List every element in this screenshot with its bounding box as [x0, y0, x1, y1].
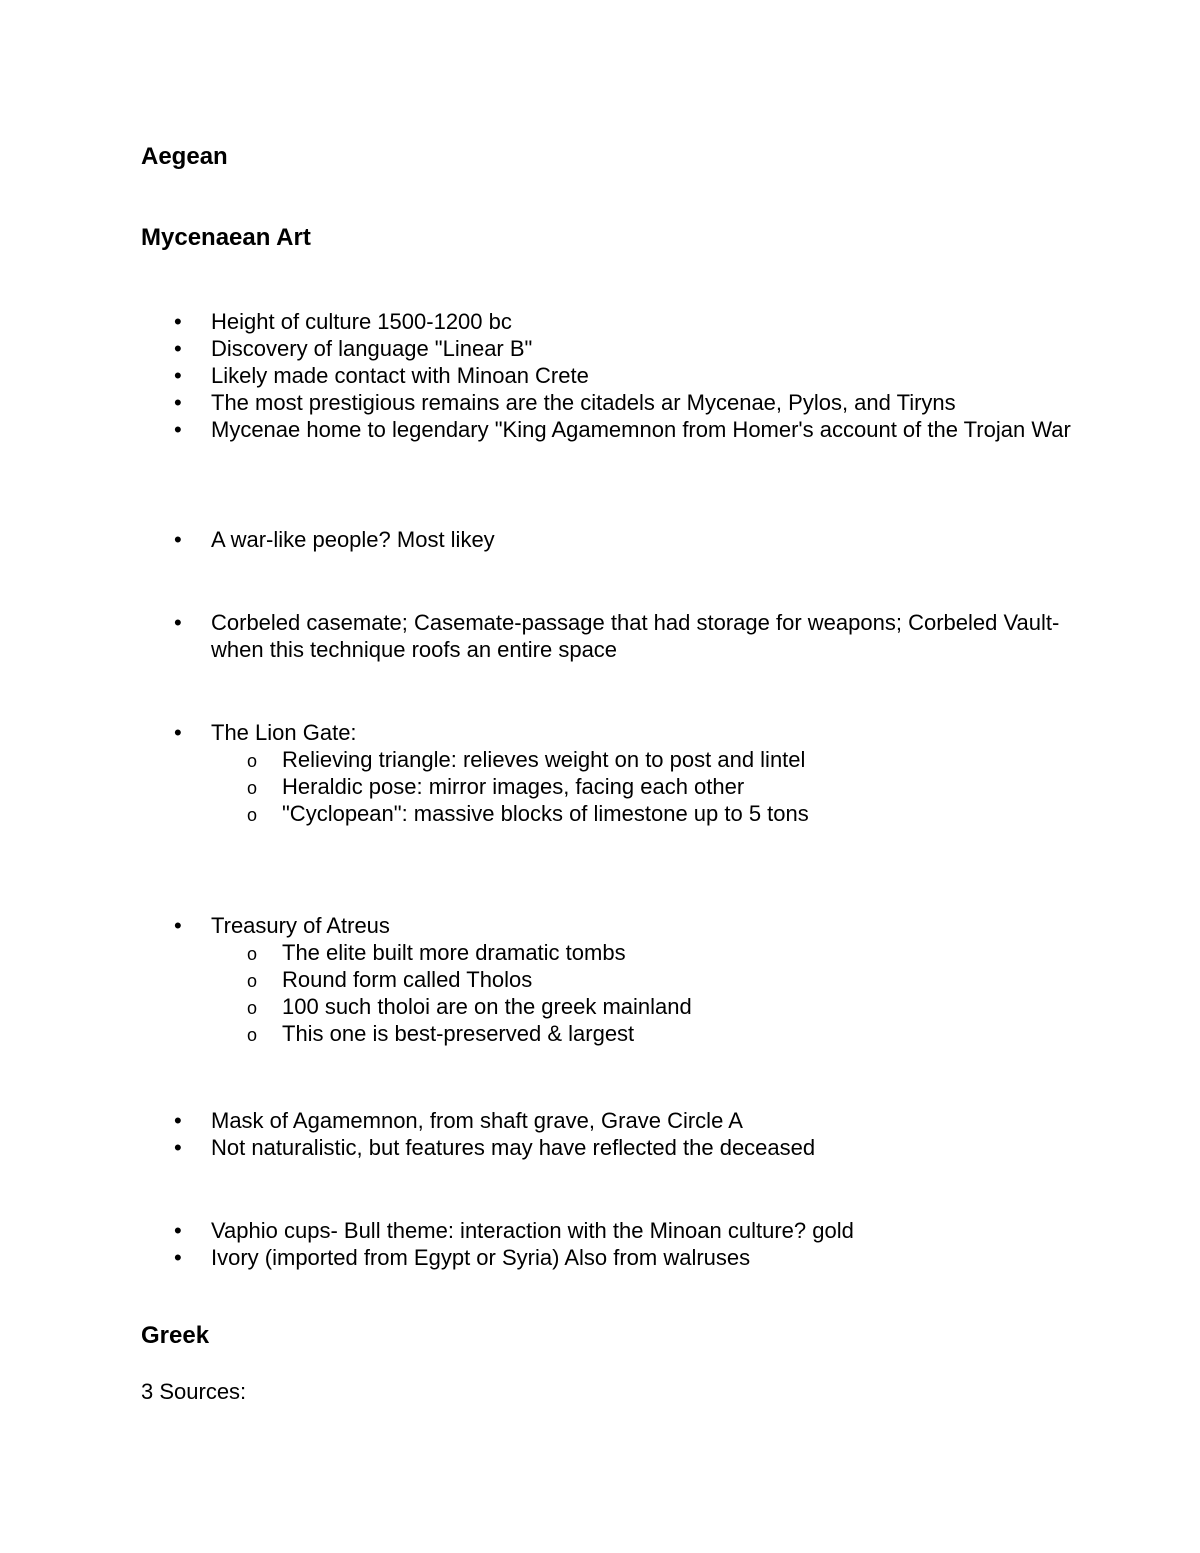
list-item-text: Height of culture 1500-1200 bc	[211, 309, 512, 334]
sub-bullet-icon: o	[247, 1025, 258, 1045]
list-item-text: The elite built more dramatic tombs	[282, 940, 626, 965]
bullet-icon: •	[174, 610, 182, 635]
list-item	[0, 1217, 1200, 1244]
list-item-text: Heraldic pose: mirror images, facing each other	[282, 774, 745, 799]
list-item	[0, 308, 1200, 335]
sub-bullet-icon: o	[247, 805, 258, 825]
list-item	[0, 526, 1200, 553]
section-heading-mycenaean-art: Mycenaean Art	[141, 224, 311, 251]
list-item-text: Ivory (imported from Egypt or Syria) Also from walruses	[211, 1245, 751, 1270]
bullet-icon: •	[174, 1218, 182, 1243]
sub-list-item	[0, 773, 1200, 800]
sub-bullet-icon: o	[247, 944, 258, 964]
list-item-text: The most prestigious remains are the citadels ar Mycenae, Pylos, and Tiryns	[211, 390, 956, 415]
sub-bullet-icon: o	[247, 778, 258, 798]
list-item	[0, 609, 1200, 663]
bullet-icon: •	[174, 363, 182, 388]
list-item-text: Corbeled casemate; Casemate-passage that had storage for weapons; Corbeled Vault-when this technique roofs an entire space	[211, 610, 1060, 662]
bullet-block-mask-of-agamemnon	[0, 1107, 1200, 1161]
list-item-text: Mycenae home to legendary "King Agamemnon from Homer's account of the Trojan War	[211, 417, 1071, 442]
bullet-block-treasury-of-atreus	[0, 912, 1200, 1047]
bullet-icon: •	[174, 336, 182, 361]
list-item-text: Discovery of language "Linear B"	[211, 336, 533, 361]
list-item-text: Treasury of Atreus	[211, 913, 390, 938]
bullet-block-overview	[0, 308, 1200, 443]
bullet-icon: •	[174, 417, 182, 442]
list-item-text: A war-like people? Most likey	[211, 527, 495, 552]
bullet-icon: •	[174, 1108, 182, 1133]
sub-list-item	[0, 966, 1200, 993]
list-item-text: The Lion Gate:	[211, 720, 357, 745]
list-item-text: Round form called Tholos	[282, 967, 533, 992]
sub-list-item	[0, 1020, 1200, 1047]
list-item	[0, 1107, 1200, 1134]
sub-list-item	[0, 993, 1200, 1020]
bullet-icon: •	[174, 309, 182, 334]
list-item-text: Relieving triangle: relieves weight on to post and lintel	[282, 747, 806, 772]
sub-bullet-icon: o	[247, 998, 258, 1018]
sources-line: 3 Sources:	[141, 1379, 247, 1404]
list-item	[0, 912, 1200, 939]
list-item-text: Likely made contact with Minoan Crete	[211, 363, 589, 388]
bullet-block-casemate	[0, 609, 1200, 663]
bullet-icon: •	[174, 390, 182, 415]
list-item	[0, 416, 1200, 443]
section-heading-greek: Greek	[141, 1322, 210, 1349]
list-item-text: 100 such tholoi are on the greek mainland	[282, 994, 692, 1019]
bullet-icon: •	[174, 527, 182, 552]
bullet-block-vaphio-cups	[0, 1217, 1200, 1271]
list-item	[0, 1134, 1200, 1161]
sub-bullet-icon: o	[247, 971, 258, 991]
list-item-text: This one is best-preserved & largest	[282, 1021, 635, 1046]
sub-bullet-icon: o	[247, 751, 258, 771]
bullet-block-lion-gate	[0, 719, 1200, 827]
list-item	[0, 719, 1200, 746]
sub-list-item	[0, 939, 1200, 966]
sub-list-item	[0, 746, 1200, 773]
bullet-icon: •	[174, 720, 182, 745]
bullet-icon: •	[174, 1135, 182, 1160]
list-item	[0, 389, 1200, 416]
list-item	[0, 1244, 1200, 1271]
list-item	[0, 335, 1200, 362]
list-item-text: Vaphio cups- Bull theme: interaction with the Minoan culture? gold	[211, 1218, 854, 1243]
list-item-text: Not naturalistic, but features may have reflected the deceased	[211, 1135, 816, 1160]
bullet-icon: •	[174, 1245, 182, 1270]
bullet-icon: •	[174, 913, 182, 938]
list-item-text: "Cyclopean": massive blocks of limestone up to 5 tons	[282, 801, 809, 826]
section-heading-aegean: Aegean	[141, 143, 228, 170]
bullet-block-war	[0, 526, 1200, 553]
list-item-text: Mask of Agamemnon, from shaft grave, Grave Circle A	[211, 1108, 743, 1133]
sub-list-item	[0, 800, 1200, 827]
list-item	[0, 362, 1200, 389]
